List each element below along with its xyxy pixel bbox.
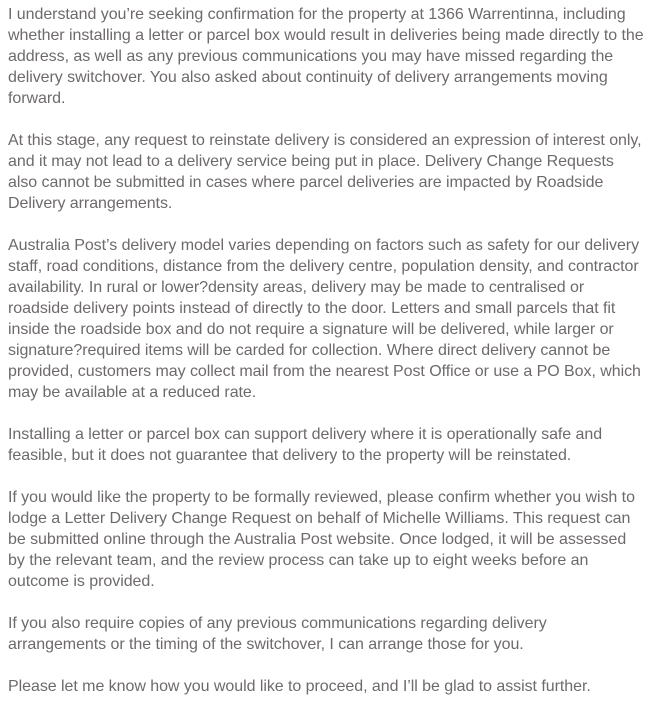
paragraph-expression-of-interest: At this stage, any request to reinstate delivery is considered an expression of interest only, and it may not lead to a delivery service being put in place. Delivery Change Requests also cannot be submitted in cases where parcel deliveries are impacted by Roadside Delivery arrangements. xyxy=(8,132,642,212)
paragraph-communications: If you also require copies of any previous communications regarding delivery arrangements or the timing of the switchover, I can arrange those for you. xyxy=(8,615,547,653)
paragraph-letter-box: Installing a letter or parcel box can support delivery where it is operationally safe and feasible, but it does not guarantee that delivery to the property will be reinstated. xyxy=(8,426,603,464)
paragraph-closing: Please let me know how you would like to proceed, and I’ll be glad to assist further. xyxy=(8,678,591,695)
paragraph-change-request: If you would like the property to be formally reviewed, please confirm whether you wish to lodge a Letter Delivery Change Request on behalf of Michelle Williams. This request can be submitted online through the Australia Post website. Once lodged, it will be assessed by the relevant team, and the review process can take up to eight weeks before an outcome is provided. xyxy=(8,489,635,590)
paragraph-delivery-model: Australia Post’s delivery model varies depending on factors such as safety for our delivery staff, road conditions, distance from the delivery centre, population density, and contractor availability. In rural or lower?density areas, delivery may be made to centralised or roadside delivery points instead of directly to the door. Letters and small parcels that fit inside the roadside box and do not require a signature will be delivered, while larger or signature?required items will be carded for collection. Where direct delivery cannot be provided, customers may collect mail from the nearest Post Office or use a PO Box, which may be available at a reduced rate. xyxy=(8,237,641,401)
paragraph-intro: I understand you’re seeking confirmation for the property at 1366 Warrentinna, including whether installing a letter or parcel box would result in deliveries being made directly to the address, as well as any previous communications you may have missed regarding the delivery switchover. You also asked about continuity of delivery arrangements moving forward. xyxy=(8,6,644,107)
